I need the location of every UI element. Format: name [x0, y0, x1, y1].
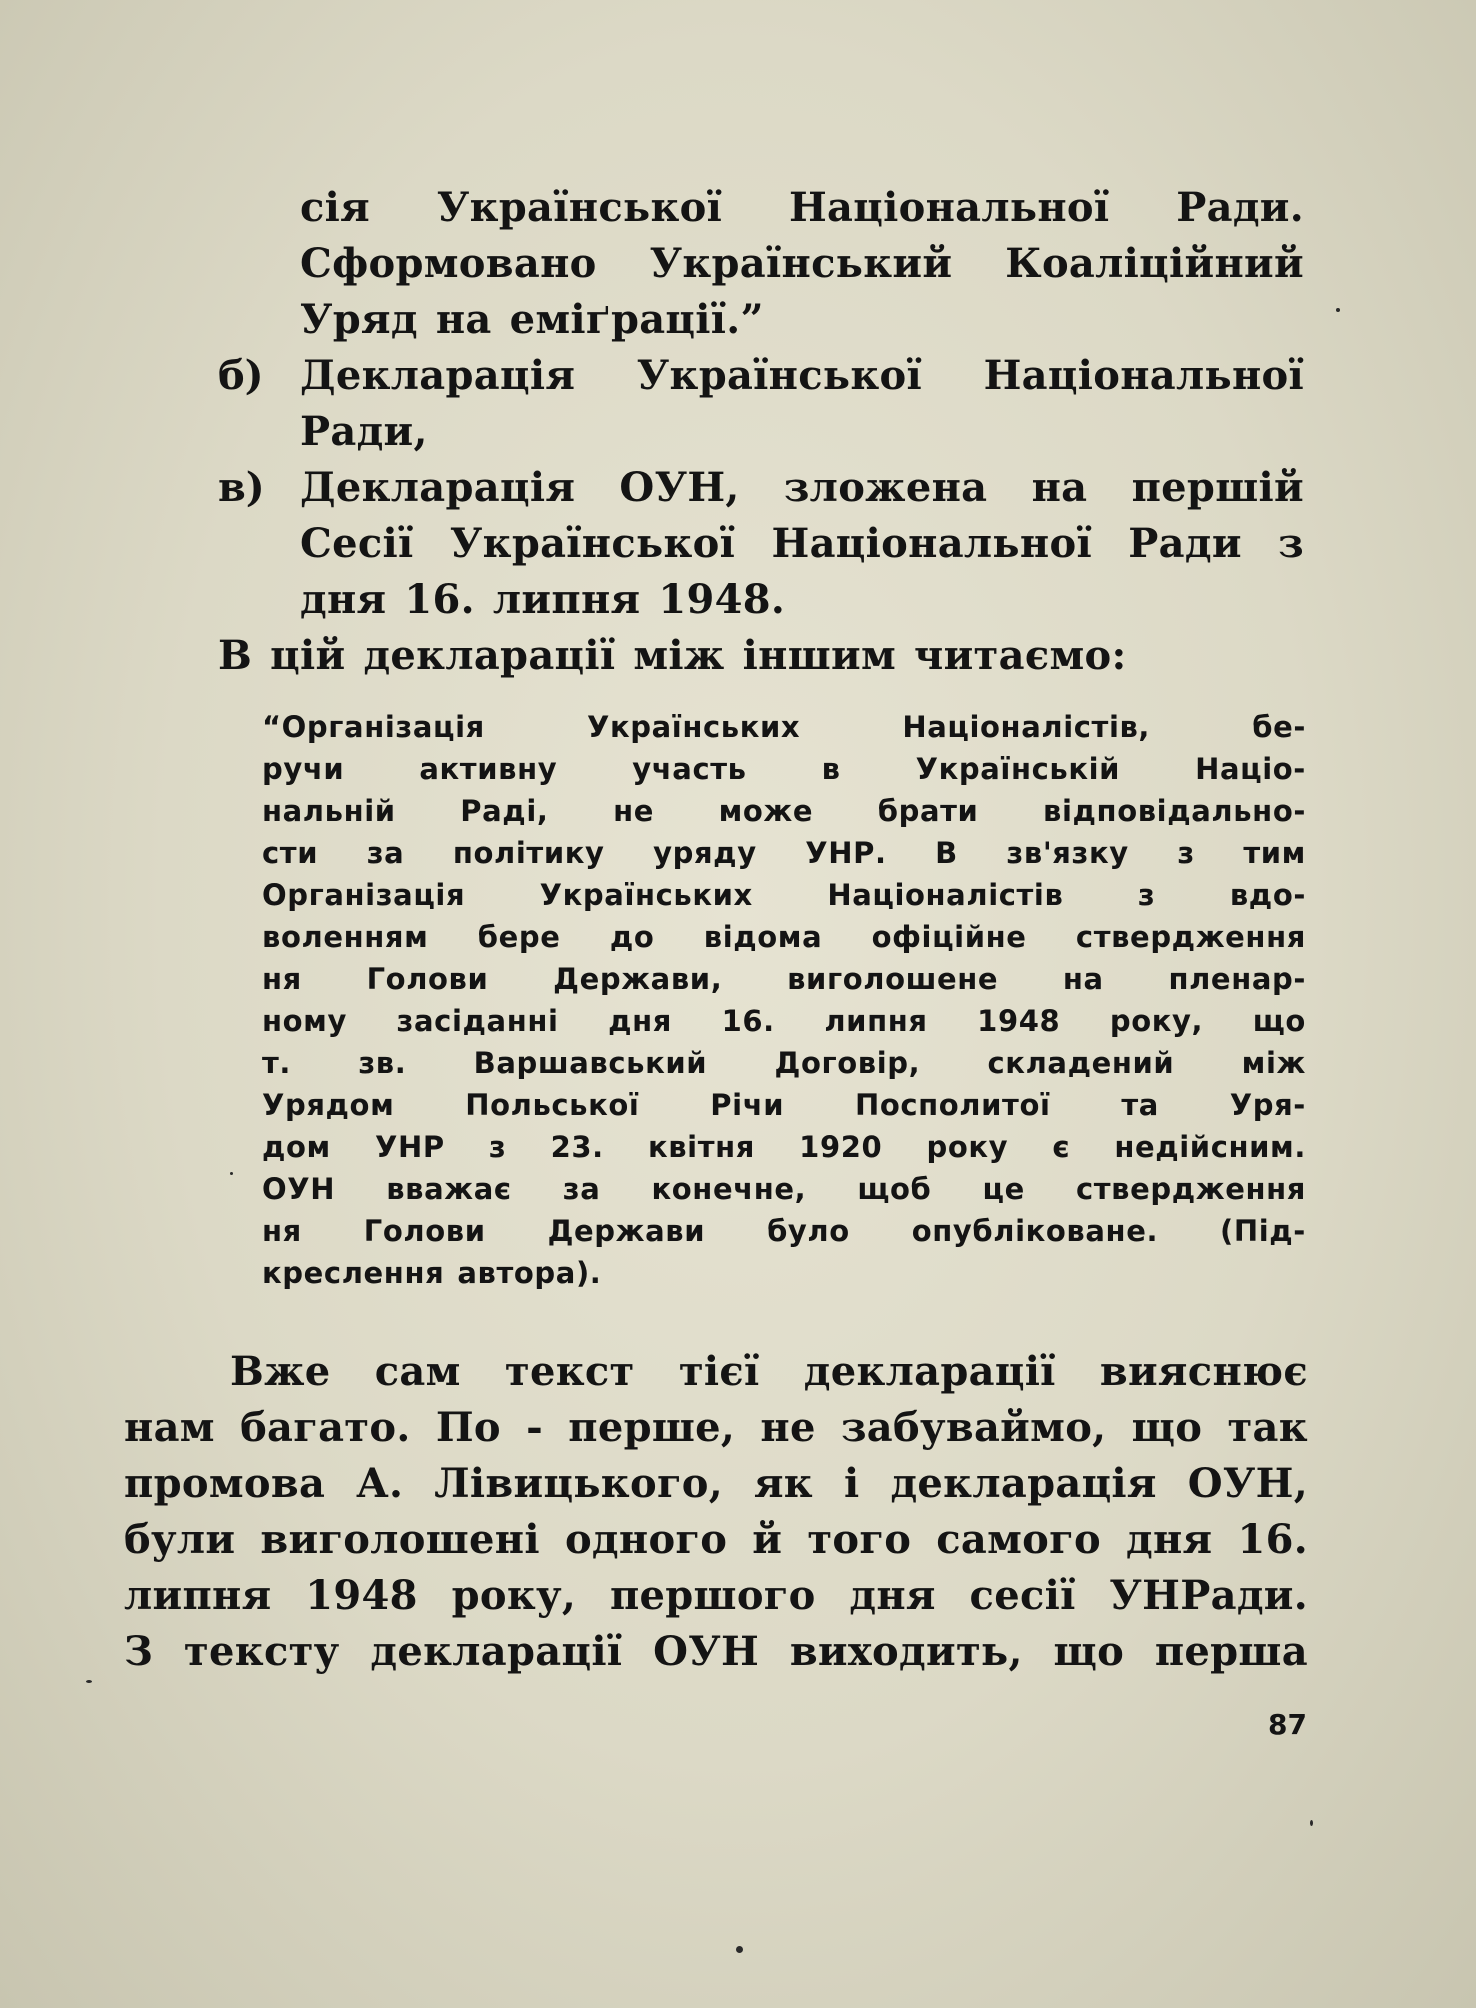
quote-line: ному засіданні дня 16. липня 1948 року, що [262, 1004, 1306, 1038]
text-line: В цій декларації між іншим читаємо: [218, 632, 1127, 679]
paper-speck [1310, 1820, 1313, 1826]
page-number: 87 [1268, 1708, 1307, 1741]
text-line: Уряд на еміґрації.” [300, 296, 764, 343]
text-line: липня 1948 року, першого дня сесії УНРади. [124, 1572, 1308, 1619]
text-line: З тексту декларації ОУН виходить, що перша [124, 1628, 1308, 1675]
quote-line: т. зв. Варшавський Договір, складений між [262, 1046, 1306, 1080]
quote-line: “Організація Українських Націоналістів, бе- [262, 710, 1306, 744]
text-line: Сформовано Український Коаліційний [300, 240, 1304, 287]
text-line: Сесії Української Національної Ради з [300, 520, 1304, 567]
quote-line: Урядом Польської Річи Посполитої та Уря- [262, 1088, 1306, 1122]
text-line: були виголошені одного й того самого дня 16. [124, 1516, 1308, 1563]
list-item-label: в) [218, 464, 265, 511]
paper-speck [1336, 308, 1340, 312]
text-line: сія Української Національної Ради. [300, 184, 1304, 231]
text-line: промова А. Лівицького, як і декларація ОУН, [124, 1460, 1308, 1507]
text-line: Декларація ОУН, зложена на першій [300, 464, 1304, 511]
quote-line: ручи активну участь в Українській Націо- [262, 752, 1306, 786]
text-line: Вже сам текст тієї декларації вияснює [230, 1348, 1308, 1395]
text-line: нам багато. По - перше, не забуваймо, що так [124, 1404, 1308, 1451]
paper-speck [230, 1172, 233, 1175]
quote-line: ня Голови Держави, виголошене на пленар- [262, 962, 1306, 996]
quote-line: ня Голови Держави було опубліковане. (Під- [262, 1214, 1306, 1248]
quote-line: ОУН вважає за конечне, щоб це ствердження [262, 1172, 1306, 1206]
paper-speck [736, 1946, 743, 1953]
quote-line: сти за політику уряду УНР. В зв'язку з тим [262, 836, 1306, 870]
list-item-label: б) [218, 352, 264, 399]
quote-line: дом УНР з 23. квітня 1920 року є недійсним. [262, 1130, 1306, 1164]
paper-speck [86, 1680, 92, 1683]
quote-line: нальній Раді, не може брати відповідально- [262, 794, 1306, 828]
quote-line: Організація Українських Націоналістів з вдо- [262, 878, 1306, 912]
text-line: Ради, [300, 408, 428, 455]
quote-line: креслення автора). [262, 1256, 602, 1290]
text-line: Декларація Української Національної [300, 352, 1304, 399]
quote-line: воленням бере до відома офіційне ствердження [262, 920, 1306, 954]
text-line: дня 16. липня 1948. [300, 576, 786, 623]
